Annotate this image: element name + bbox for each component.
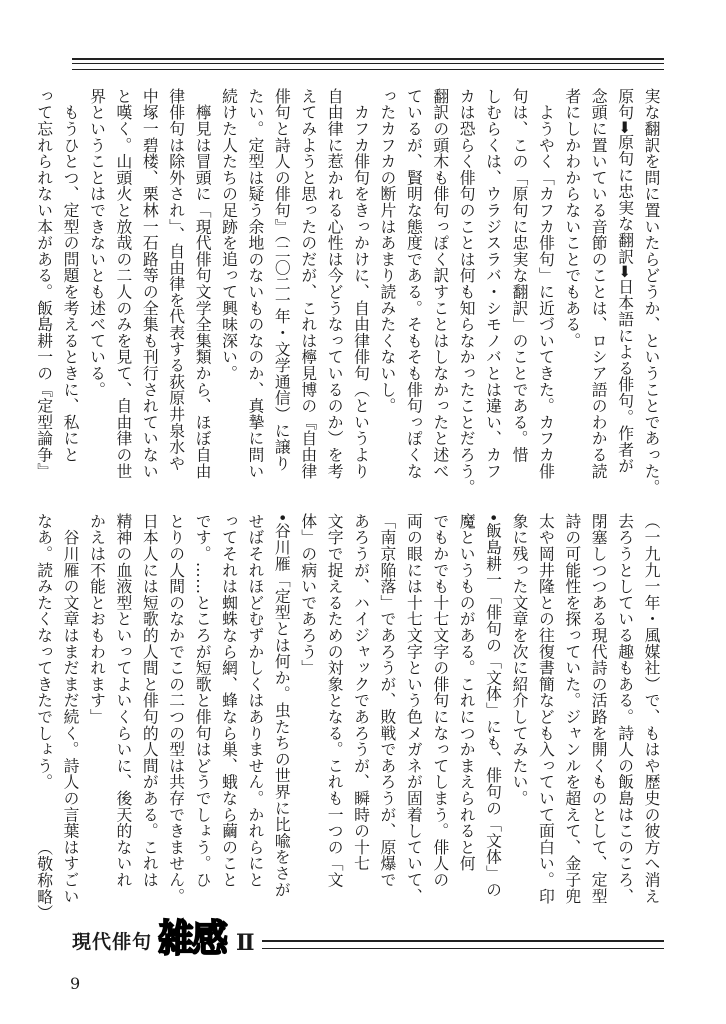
- text-column: ているが、賢明な態度である。そもそも俳句っぽくな: [404, 88, 424, 480]
- top-double-rule: [72, 58, 664, 70]
- text-column: なあ。読みたくなってきたでしょう。 （敬称略）: [34, 513, 54, 921]
- text-column: 太や岡井隆との往復書簡なども入っていて面白い。印: [536, 513, 556, 905]
- text-column: •飯島耕一「俳句の「文体」にも、俳句の「文体」の: [483, 513, 503, 898]
- text-column: 魔というものがある。これにつかまえられると何: [457, 513, 477, 872]
- text-column: 実な翻訳を問に置いたらどうか、ということであった。: [642, 88, 661, 496]
- page-number: 9: [70, 974, 81, 993]
- text-column: （一九九一年・風媒社）で、もはや歴史の彼方へ消え: [642, 513, 661, 905]
- text-column: 文字で捉えるための対象となる。これも一つの「文: [325, 513, 345, 888]
- text-column: 詩の可能性を探っていた。ジャンルを超えて、金子兜: [562, 513, 582, 905]
- text-column: 中塚一碧楼、栗林一石路等の全集も刊行されていない: [140, 88, 160, 480]
- series-footer: [72, 916, 664, 964]
- text-column: 日本人には短歌的人間と俳句的人間がある。これは: [140, 513, 160, 888]
- text-column: 俳句と詩人の俳句』（二〇二一年・文学通信）に譲り: [272, 88, 292, 472]
- text-column: 両の眼には十七文字という色メガネが固着していて、: [404, 513, 424, 905]
- text-column: 体」の病いであろう」: [298, 513, 318, 676]
- text-column: 谷川雁の文章はまだまだ続く。詩人の言葉はすごい: [61, 513, 81, 905]
- essay-upper-block: [34, 88, 664, 496]
- text-column: 檸見は冒頭に「現代俳句文学全集類から、ほぼ自由: [193, 88, 213, 480]
- text-column: たい。定型は疑う余地のないものなのか、真摯に問い: [245, 88, 265, 480]
- text-column: もうひとつ、定型の問題を考えるときに、私にと: [61, 88, 81, 463]
- text-column: 者にしかわからないことでもある。: [562, 88, 582, 349]
- text-column: と嘆く。山頭火と放哉の二人のみを見て、自由律の世: [113, 88, 133, 480]
- text-column: とりの人間のなかでこの二つの型は共存できません。: [166, 513, 186, 905]
- volume-numeral: Ⅱ: [236, 930, 255, 956]
- text-column: 去ろうとしている趣もある。詩人の飯島はこのころ、: [615, 513, 635, 905]
- text-column: 自由律に惹かれる心性は今どうなっているのか）を考: [325, 88, 345, 480]
- text-column: 念頭に置いている音節のことは、ロシア語のわかる読: [589, 88, 609, 480]
- text-column: 律俳句は除外され」、自由律を代表する荻原井泉水や: [166, 88, 186, 472]
- text-column: ってそれは蜘蛛なら網、蜂なら巣、蛾なら繭のこと: [219, 513, 239, 888]
- text-column: って忘れられない本がある。飯島耕一の『定型論争』: [34, 88, 54, 480]
- text-column: 界ということはできないとも述べている。: [87, 88, 107, 398]
- text-column: です。……ところが短歌と俳句はどうでしょう。ひ: [193, 513, 213, 888]
- text-column: あろうが、ハイジャックであろうが、瞬時の十七: [351, 513, 371, 872]
- text-column: •谷川雁「定型とは何か。虫たちの世界に比喩をさが: [272, 513, 292, 898]
- essay-lower-block: [34, 513, 664, 921]
- text-column: カフカ俳句をきっかけに、自由律俳句（というより: [351, 88, 371, 480]
- text-column: 句は、この「原句に忠実な翻訳」のことである。惜: [509, 88, 529, 463]
- text-column: 「南京陥落」であろうが、敗戦であろうが、原爆で: [377, 513, 397, 888]
- text-column: 象に残った文章を次に紹介してみたい。: [509, 513, 529, 807]
- footer-double-rule: [262, 940, 664, 949]
- text-column: 続けた人たちの足跡を追って興味深い。: [219, 88, 239, 382]
- text-column: ようやく「カフカ俳句」に近づいてきた。カフカ俳: [536, 88, 556, 480]
- text-column: しむらくは、ウラジスラバ・シモノバとは違い、カフ: [483, 88, 503, 480]
- series-logo: 雑感: [158, 918, 227, 962]
- text-column: ったカフカの断片はあまり読みたくないし。: [377, 88, 397, 414]
- series-title: 現代俳句: [72, 931, 153, 953]
- text-column: かえは不能とおもわれます」: [87, 513, 107, 725]
- text-column: 精神の血液型といってよいくらいに、後天的ないれ: [113, 513, 133, 888]
- text-column: 閉塞しつつある現代詩の活路を開くものとして、定型: [589, 513, 609, 905]
- text-column: えてみようと思ったのだが、これは檸見博の『自由律: [298, 88, 318, 480]
- text-column: 翻訳の頭木も俳句っぽく訳すことはしなかったと述べ: [430, 88, 450, 480]
- text-column: でもかでも十七文字の俳句になってしまう。俳人の: [430, 513, 450, 888]
- text-column: カは恐らく俳句のことは何も知らなかったことだろう。: [457, 88, 477, 496]
- text-column: せばそれほどむずかしくはありません。かれらにと: [245, 513, 265, 888]
- text-column: 原句➡原句に忠実な翻訳➡日本語による俳句。作者が: [615, 88, 635, 475]
